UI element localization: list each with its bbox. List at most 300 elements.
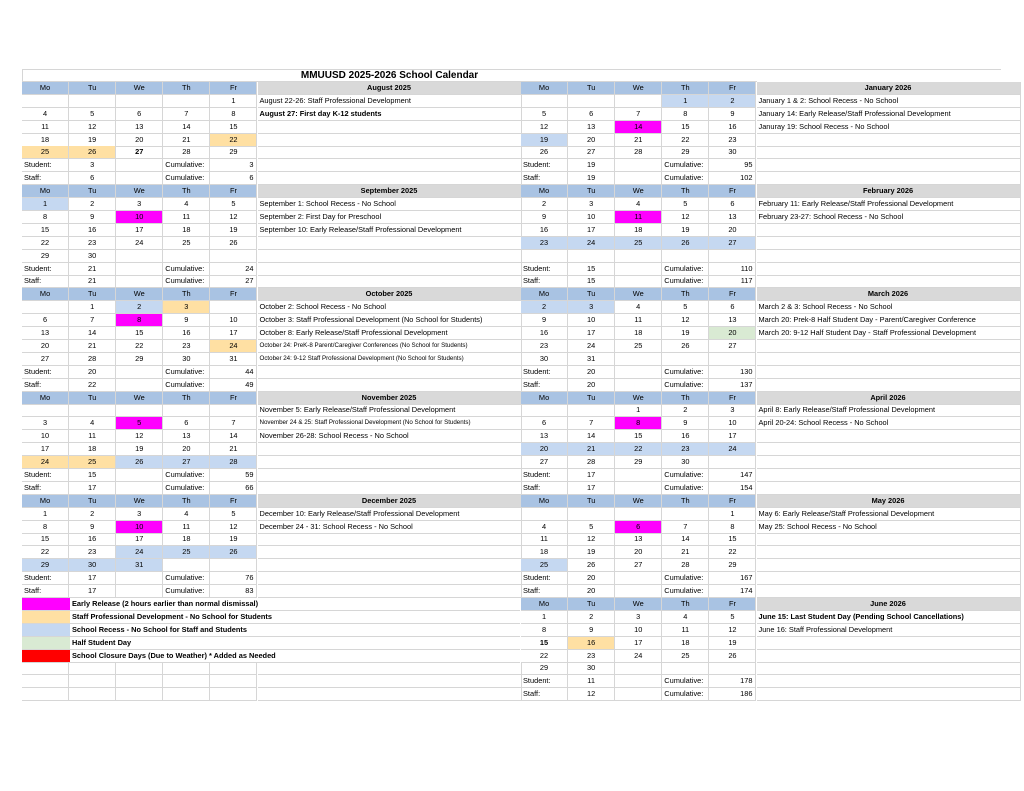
day-cell: 4 xyxy=(22,108,69,121)
cumulative-count: 66 xyxy=(210,482,257,495)
weekday-header: Fr xyxy=(709,392,756,405)
empty-cell xyxy=(615,675,662,688)
day-cell xyxy=(116,95,163,108)
empty-cell xyxy=(615,572,662,585)
day-cell: 19 xyxy=(568,546,615,559)
empty-cell xyxy=(22,688,69,701)
day-cell: 30 xyxy=(69,250,116,263)
day-cell: 3 xyxy=(116,508,163,521)
day-cell: 1 xyxy=(521,611,568,624)
day-cell: 30 xyxy=(69,559,116,572)
event-note: September 10: Early Release/Staff Professional Development xyxy=(258,224,522,237)
weekday-header: Mo xyxy=(22,288,69,301)
day-cell: 23 xyxy=(163,340,210,353)
day-cell: 25 xyxy=(615,237,662,250)
day-cell: 24 xyxy=(615,650,662,663)
legend-swatch xyxy=(22,624,70,637)
empty-cell xyxy=(615,275,662,288)
day-cell: 24 xyxy=(116,546,163,559)
day-cell xyxy=(568,508,615,521)
day-cell: 16 xyxy=(568,637,615,650)
weekday-header: Mo xyxy=(521,185,568,198)
staff-count: 20 xyxy=(568,379,615,392)
cumulative-count: 44 xyxy=(210,366,257,379)
day-cell: 29 xyxy=(116,353,163,366)
weekday-header: Th xyxy=(662,82,709,95)
day-cell: 5 xyxy=(69,108,116,121)
weekday-header: Th xyxy=(662,392,709,405)
day-cell xyxy=(615,250,662,263)
empty-cell xyxy=(615,172,662,185)
cumulative-label: Cumulative: xyxy=(163,366,210,379)
weekday-header: Tu xyxy=(568,82,615,95)
day-cell xyxy=(615,662,662,675)
day-cell xyxy=(521,404,568,417)
empty-cell xyxy=(258,263,522,276)
event-note xyxy=(258,237,522,250)
totals-label: Student: xyxy=(521,263,568,276)
empty-cell xyxy=(163,662,210,675)
empty-cell xyxy=(258,366,522,379)
day-cell: 8 xyxy=(662,108,709,121)
day-cell: 26 xyxy=(568,559,615,572)
day-cell: 18 xyxy=(662,637,709,650)
grid-row xyxy=(22,521,1001,534)
staff-count: 21 xyxy=(69,275,116,288)
event-note xyxy=(258,250,522,263)
day-cell: 28 xyxy=(615,146,662,159)
day-cell: 14 xyxy=(69,327,116,340)
day-cell: 14 xyxy=(210,430,257,443)
totals-label: Staff: xyxy=(521,482,568,495)
weekday-header: Tu xyxy=(69,288,116,301)
student-count: 17 xyxy=(568,469,615,482)
day-cell xyxy=(568,95,615,108)
day-cell: 25 xyxy=(163,546,210,559)
day-cell: 24 xyxy=(568,237,615,250)
grid-row xyxy=(22,430,1001,443)
month-title: April 2026 xyxy=(757,392,1021,405)
day-cell: 7 xyxy=(69,314,116,327)
empty-cell xyxy=(757,482,1021,495)
event-note: January 1 & 2: School Recess - No School xyxy=(757,95,1021,108)
cumulative-label: Cumulative: xyxy=(662,482,709,495)
day-cell: 25 xyxy=(69,456,116,469)
totals-label: Student: xyxy=(22,366,69,379)
empty-cell xyxy=(116,572,163,585)
cumulative-label: Cumulative: xyxy=(662,172,709,185)
empty-cell xyxy=(757,159,1021,172)
student-count: 20 xyxy=(69,366,116,379)
day-cell: 9 xyxy=(521,211,568,224)
day-cell: 15 xyxy=(22,224,69,237)
day-cell: 27 xyxy=(568,146,615,159)
cumulative-count: 110 xyxy=(709,263,756,276)
day-cell xyxy=(709,662,756,675)
day-cell: 30 xyxy=(163,353,210,366)
day-cell: 19 xyxy=(116,443,163,456)
day-cell: 26 xyxy=(69,146,116,159)
cumulative-label: Cumulative: xyxy=(163,572,210,585)
weekday-header: Mo xyxy=(22,82,69,95)
event-note: June 16: Staff Professional Development xyxy=(757,624,1021,637)
empty-cell xyxy=(615,263,662,276)
cumulative-count: 6 xyxy=(210,172,257,185)
event-note: October 24: PreK-8 Parent/Caregiver Conferences (No School for Students) xyxy=(258,340,522,353)
weekday-header: Th xyxy=(163,288,210,301)
event-note xyxy=(258,121,522,134)
day-cell: 1 xyxy=(210,95,257,108)
grid-row xyxy=(22,482,1001,495)
legend-label: School Recess - No School for Staff and Students xyxy=(70,624,520,637)
totals-label: Staff: xyxy=(22,275,69,288)
weekday-header: Fr xyxy=(210,288,257,301)
day-cell: 4 xyxy=(615,301,662,314)
event-note: April 20-24: School Recess - No School xyxy=(757,417,1021,430)
weekday-header: We xyxy=(116,392,163,405)
empty-cell xyxy=(757,675,1021,688)
weekday-header: Tu xyxy=(69,392,116,405)
day-cell: 9 xyxy=(568,624,615,637)
day-cell: 2 xyxy=(69,508,116,521)
day-cell: 19 xyxy=(521,134,568,147)
totals-label: Staff: xyxy=(22,172,69,185)
weekday-header: Fr xyxy=(210,185,257,198)
event-note xyxy=(757,237,1021,250)
cumulative-label: Cumulative: xyxy=(662,275,709,288)
staff-count: 17 xyxy=(69,585,116,598)
day-cell: 28 xyxy=(662,559,709,572)
weekday-header: We xyxy=(116,185,163,198)
weekday-header: We xyxy=(615,392,662,405)
legend-swatch xyxy=(22,650,70,663)
weekday-header: Th xyxy=(163,82,210,95)
day-cell: 13 xyxy=(709,211,756,224)
totals-label: Student: xyxy=(521,159,568,172)
day-cell: 3 xyxy=(22,417,69,430)
student-count: 20 xyxy=(568,572,615,585)
empty-cell xyxy=(757,572,1021,585)
day-cell: 17 xyxy=(568,327,615,340)
month-title: December 2025 xyxy=(258,495,522,508)
empty-cell xyxy=(615,482,662,495)
day-cell: 23 xyxy=(69,237,116,250)
day-cell: 25 xyxy=(662,650,709,663)
day-cell: 27 xyxy=(22,353,69,366)
grid-row xyxy=(22,508,1001,521)
day-cell xyxy=(116,404,163,417)
weekday-header: Fr xyxy=(210,392,257,405)
day-cell: 23 xyxy=(521,237,568,250)
totals-label: Student: xyxy=(22,263,69,276)
weekday-header: Tu xyxy=(69,185,116,198)
empty-cell xyxy=(210,688,257,701)
totals-label: Student: xyxy=(22,469,69,482)
staff-count: 17 xyxy=(568,482,615,495)
totals-label: Staff: xyxy=(521,585,568,598)
staff-count: 19 xyxy=(568,172,615,185)
empty-cell xyxy=(757,172,1021,185)
day-cell: 30 xyxy=(662,456,709,469)
event-note xyxy=(258,546,522,559)
grid-row xyxy=(22,340,1001,353)
grid-row xyxy=(22,662,1001,675)
day-cell xyxy=(662,250,709,263)
empty-cell xyxy=(116,263,163,276)
day-cell: 20 xyxy=(163,443,210,456)
weekday-header: Fr xyxy=(709,185,756,198)
day-cell: 17 xyxy=(210,327,257,340)
day-cell: 26 xyxy=(210,546,257,559)
day-cell: 21 xyxy=(69,340,116,353)
staff-count: 15 xyxy=(568,275,615,288)
day-cell: 11 xyxy=(69,430,116,443)
day-cell xyxy=(521,95,568,108)
day-cell: 7 xyxy=(210,417,257,430)
day-cell xyxy=(709,353,756,366)
totals-label: Student: xyxy=(521,366,568,379)
day-cell: 27 xyxy=(116,146,163,159)
day-cell: 4 xyxy=(662,611,709,624)
event-note xyxy=(757,533,1021,546)
student-count: 21 xyxy=(69,263,116,276)
day-cell: 16 xyxy=(521,327,568,340)
day-cell: 12 xyxy=(568,533,615,546)
day-cell: 28 xyxy=(163,146,210,159)
day-cell: 15 xyxy=(210,121,257,134)
event-note xyxy=(258,533,522,546)
event-note xyxy=(757,650,1021,663)
day-cell: 1 xyxy=(22,198,69,211)
event-note xyxy=(258,134,522,147)
day-cell: 15 xyxy=(521,637,568,650)
day-cell: 16 xyxy=(163,327,210,340)
event-note: April 8: Early Release/Staff Professional Development xyxy=(757,404,1021,417)
weekday-header: Mo xyxy=(521,495,568,508)
day-cell: 10 xyxy=(568,314,615,327)
day-cell: 8 xyxy=(22,211,69,224)
day-cell xyxy=(210,559,257,572)
empty-cell xyxy=(258,159,522,172)
grid-row xyxy=(22,366,1001,379)
event-note: Januray 19: School Recess - No School xyxy=(757,121,1021,134)
empty-cell xyxy=(116,688,163,701)
student-count: 19 xyxy=(568,159,615,172)
month-title: January 2026 xyxy=(757,82,1021,95)
day-cell: 26 xyxy=(662,340,709,353)
day-cell: 9 xyxy=(163,314,210,327)
cumulative-label: Cumulative: xyxy=(163,469,210,482)
day-cell: 28 xyxy=(210,456,257,469)
weekday-header: Tu xyxy=(568,185,615,198)
empty-cell xyxy=(116,275,163,288)
day-cell xyxy=(22,404,69,417)
cumulative-label: Cumulative: xyxy=(163,482,210,495)
day-cell: 18 xyxy=(163,533,210,546)
event-note: June 15: Last Student Day (Pending School Cancellations) xyxy=(757,611,1021,624)
day-cell: 18 xyxy=(69,443,116,456)
grid-row xyxy=(22,263,1001,276)
day-cell xyxy=(210,301,257,314)
day-cell: 4 xyxy=(521,521,568,534)
day-cell: 14 xyxy=(568,430,615,443)
day-cell: 30 xyxy=(521,353,568,366)
day-cell: 3 xyxy=(568,301,615,314)
day-cell xyxy=(22,301,69,314)
page-title: MMUUSD 2025-2026 School Calendar xyxy=(22,69,757,82)
day-cell: 8 xyxy=(22,521,69,534)
day-cell: 15 xyxy=(662,121,709,134)
day-cell: 11 xyxy=(22,121,69,134)
totals-label: Staff: xyxy=(521,275,568,288)
day-cell xyxy=(210,250,257,263)
grid-row xyxy=(22,379,1001,392)
grid-row xyxy=(22,546,1001,559)
cumulative-label: Cumulative: xyxy=(163,585,210,598)
cumulative-count: 3 xyxy=(210,159,257,172)
cumulative-count: 49 xyxy=(210,379,257,392)
day-cell: 5 xyxy=(210,508,257,521)
day-cell: 10 xyxy=(210,314,257,327)
weekday-header: Fr xyxy=(709,495,756,508)
day-cell xyxy=(568,250,615,263)
day-cell: 20 xyxy=(615,546,662,559)
cumulative-count: 95 xyxy=(709,159,756,172)
day-cell: 26 xyxy=(521,146,568,159)
day-cell: 22 xyxy=(709,546,756,559)
day-cell: 22 xyxy=(615,443,662,456)
totals-label: Student: xyxy=(22,159,69,172)
day-cell: 10 xyxy=(22,430,69,443)
grid-row xyxy=(22,159,1001,172)
grid-row xyxy=(22,327,1001,340)
day-cell: 28 xyxy=(69,353,116,366)
empty-cell xyxy=(615,585,662,598)
cumulative-count: 117 xyxy=(709,275,756,288)
cumulative-label: Cumulative: xyxy=(662,366,709,379)
empty-cell xyxy=(69,662,116,675)
cumulative-label: Cumulative: xyxy=(163,159,210,172)
day-cell: 12 xyxy=(521,121,568,134)
event-note xyxy=(258,559,522,572)
day-cell xyxy=(568,404,615,417)
event-note xyxy=(757,559,1021,572)
day-cell: 16 xyxy=(662,430,709,443)
weekday-header: Mo xyxy=(521,82,568,95)
grid-row xyxy=(22,456,1001,469)
cumulative-count: 137 xyxy=(709,379,756,392)
day-cell: 29 xyxy=(709,559,756,572)
empty-cell xyxy=(757,469,1021,482)
day-cell: 9 xyxy=(521,314,568,327)
day-cell xyxy=(662,508,709,521)
day-cell: 23 xyxy=(662,443,709,456)
day-cell: 2 xyxy=(116,301,163,314)
empty-cell xyxy=(615,469,662,482)
event-note: December 10: Early Release/Staff Professional Development xyxy=(258,508,522,521)
day-cell: 17 xyxy=(116,533,163,546)
totals-label: Staff: xyxy=(521,172,568,185)
weekday-header: Fr xyxy=(709,598,756,611)
day-cell: 10 xyxy=(615,624,662,637)
day-cell: 27 xyxy=(709,340,756,353)
weekday-header: Mo xyxy=(22,495,69,508)
day-cell: 21 xyxy=(568,443,615,456)
day-cell: 2 xyxy=(568,611,615,624)
cumulative-label: Cumulative: xyxy=(163,172,210,185)
grid-row xyxy=(22,198,1001,211)
day-cell: 16 xyxy=(69,533,116,546)
day-cell: 13 xyxy=(521,430,568,443)
weekday-header: We xyxy=(615,598,662,611)
day-cell: 9 xyxy=(709,108,756,121)
weekday-header: Mo xyxy=(521,598,568,611)
legend-swatch xyxy=(22,637,70,650)
empty-cell xyxy=(615,159,662,172)
cumulative-count: 178 xyxy=(709,675,756,688)
day-cell: 21 xyxy=(163,134,210,147)
empty-cell xyxy=(757,366,1021,379)
day-cell xyxy=(163,95,210,108)
grid-row xyxy=(22,404,1001,417)
day-cell xyxy=(69,404,116,417)
day-cell: 20 xyxy=(568,134,615,147)
empty-cell xyxy=(163,688,210,701)
day-cell: 12 xyxy=(662,314,709,327)
day-cell: 7 xyxy=(662,521,709,534)
student-count: 20 xyxy=(568,366,615,379)
empty-cell xyxy=(258,172,522,185)
legend-label: Early Release (2 hours earlier than normal dismissal) xyxy=(70,598,520,611)
day-cell: 12 xyxy=(709,624,756,637)
day-cell: 2 xyxy=(521,198,568,211)
month-title: November 2025 xyxy=(258,392,522,405)
student-count: 11 xyxy=(568,675,615,688)
grid-row xyxy=(22,146,1001,159)
cumulative-count: 147 xyxy=(709,469,756,482)
weekday-header: Th xyxy=(662,288,709,301)
grid-row xyxy=(22,353,1001,366)
cumulative-count: 130 xyxy=(709,366,756,379)
event-note xyxy=(757,224,1021,237)
day-cell: 7 xyxy=(163,108,210,121)
staff-count: 12 xyxy=(568,688,615,701)
day-cell: 11 xyxy=(615,211,662,224)
empty-cell xyxy=(210,662,257,675)
grid-row xyxy=(22,250,1001,263)
day-cell: 7 xyxy=(615,108,662,121)
event-note: February 23-27: School Recess - No School xyxy=(757,211,1021,224)
weekday-header: We xyxy=(615,82,662,95)
cumulative-label: Cumulative: xyxy=(662,379,709,392)
empty-cell xyxy=(69,688,116,701)
day-cell: 9 xyxy=(69,521,116,534)
day-cell: 29 xyxy=(521,662,568,675)
cumulative-count: 174 xyxy=(709,585,756,598)
event-note: September 1: School Recess - No School xyxy=(258,198,522,211)
day-cell: 25 xyxy=(615,340,662,353)
grid-row xyxy=(22,275,1001,288)
day-cell: 23 xyxy=(709,134,756,147)
day-cell: 12 xyxy=(210,521,257,534)
day-cell: 31 xyxy=(568,353,615,366)
day-cell: 20 xyxy=(709,224,756,237)
weekday-header: Fr xyxy=(210,495,257,508)
empty-cell xyxy=(116,159,163,172)
day-cell: 5 xyxy=(662,198,709,211)
staff-count: 6 xyxy=(69,172,116,185)
day-cell: 24 xyxy=(568,340,615,353)
